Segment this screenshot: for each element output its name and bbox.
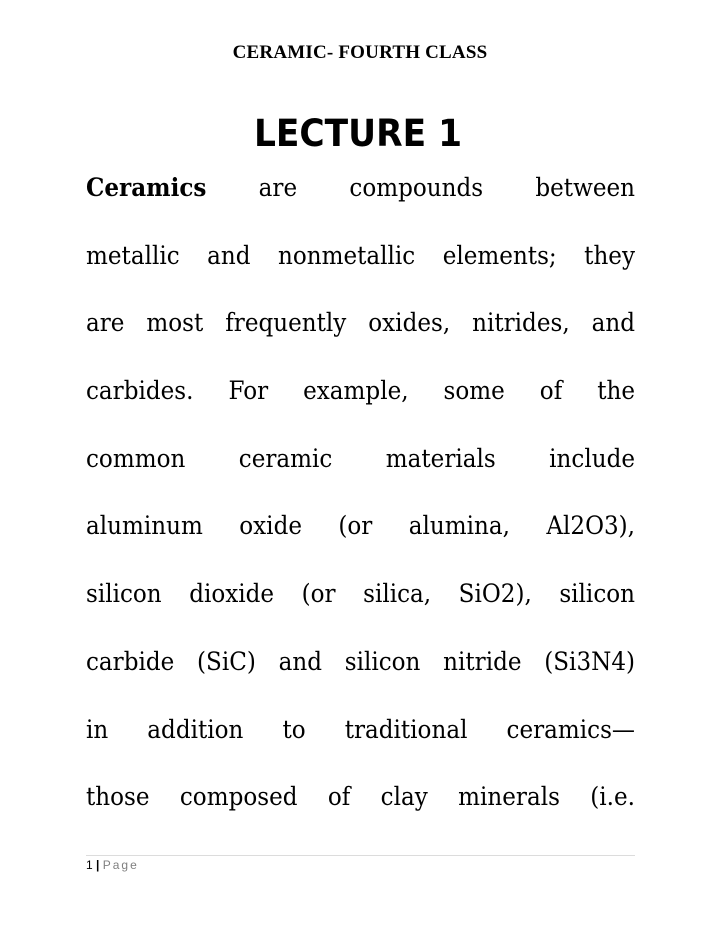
- line-2: metallic and nonmetallic elements; they: [86, 240, 635, 271]
- line-7: silicon dioxide (or silica, SiO2), silicon: [86, 579, 635, 610]
- page-separator: |: [92, 858, 103, 872]
- line-9: in addition to traditional ceramics—: [86, 714, 635, 745]
- page-footer: [86, 858, 139, 872]
- text-line: [86, 764, 635, 832]
- text-line: [86, 426, 635, 494]
- line-6: aluminum oxide (or alumina, Al2O3),: [86, 511, 635, 542]
- body-paragraph: [86, 155, 635, 832]
- text-line: [86, 223, 635, 291]
- line-10: those composed of clay minerals (i.e.: [86, 782, 635, 813]
- footer-divider: [86, 855, 635, 856]
- line-5: common ceramic materials include: [86, 443, 635, 474]
- page-label: Page: [102, 858, 139, 872]
- text-line: [86, 493, 635, 561]
- text-line: [86, 561, 635, 629]
- text-line: [86, 290, 635, 358]
- text-line: [86, 629, 635, 697]
- line-3: are most frequently oxides, nitrides, and: [86, 308, 635, 339]
- lecture-title: LECTURE 1: [253, 112, 463, 155]
- line-1-rest: are compounds between: [206, 173, 635, 203]
- line-8: carbide (SiC) and silicon nitride (Si3N4): [86, 646, 635, 677]
- page-number: 1: [86, 858, 93, 872]
- text-line: [86, 697, 635, 765]
- line-4: carbides. For example, some of the: [86, 376, 635, 407]
- text-line: [86, 358, 635, 426]
- text-line: [86, 155, 635, 223]
- document-header: CERAMIC- FOURTH CLASS: [232, 42, 488, 63]
- term-ceramics: Ceramics: [86, 173, 207, 203]
